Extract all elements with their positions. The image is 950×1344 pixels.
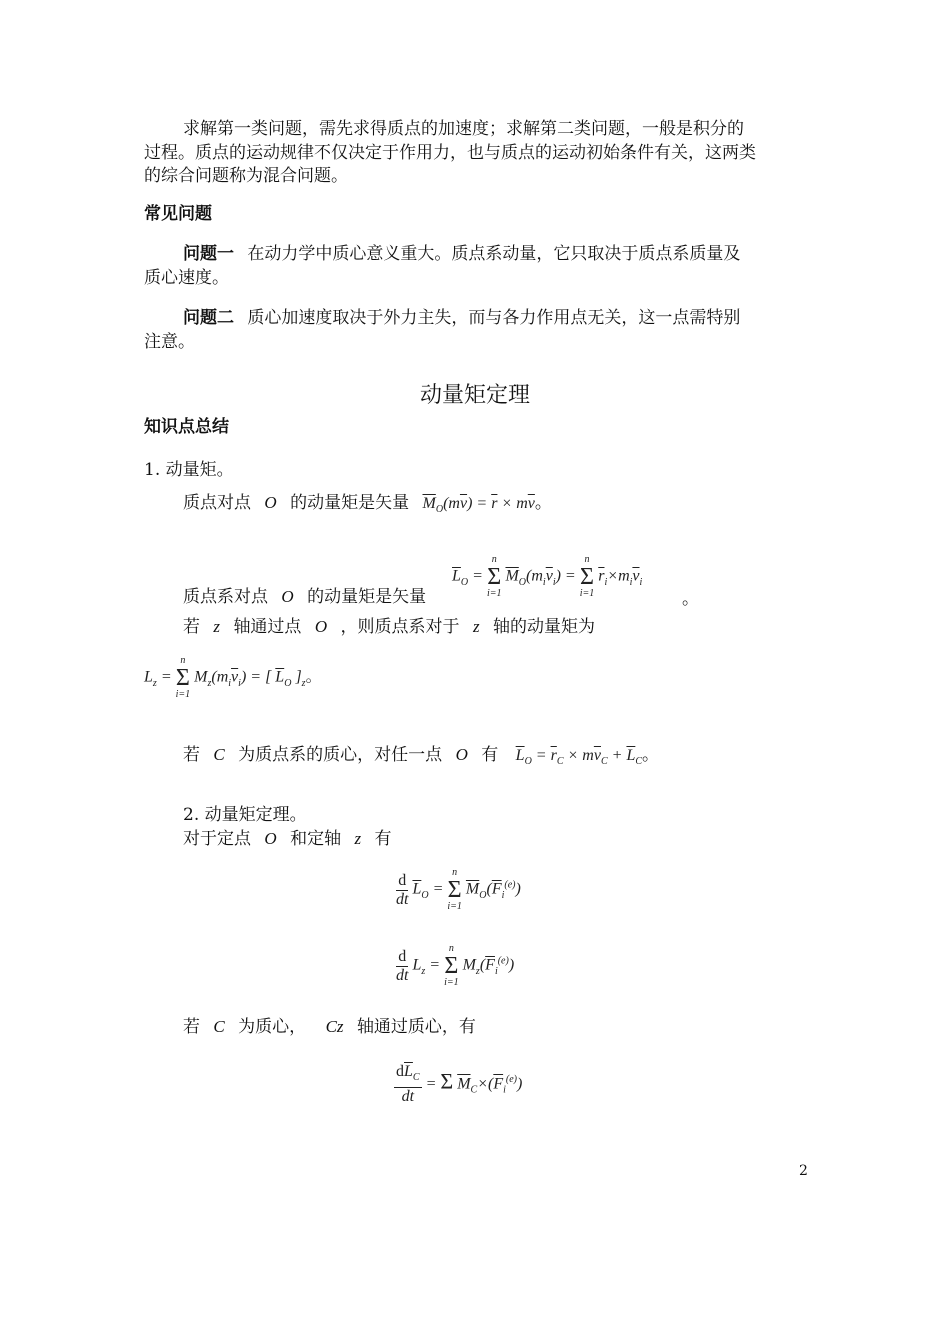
p3-z2: z [472, 617, 480, 636]
section-title: 动量矩定理 [419, 383, 530, 408]
p2-var: O [281, 587, 294, 606]
problem-2-text: 质心加速度取决于外力主失，而与各力作用点无关，这一点需特别 [247, 308, 741, 328]
summary-heading: 知识点总结 [144, 417, 229, 437]
intro-line-1: 求解第一类问题，需先求得质点的加速度；求解第二类问题，一般是积分的 [183, 119, 744, 139]
item-2-heading: 2. 动量矩定理。 [183, 805, 307, 825]
p2-post: 的动量矩是矢量 [307, 587, 427, 607]
p4-o: O [455, 745, 468, 764]
formula-system-angular-momentum: $\overline{L}_O$ = n Σ i=1 $\overline{M}_O(m_i\overline{v}_i)$ = n Σ i=1 $\overline{r}_i\times m_i\overline{v}_i$ [452, 554, 643, 599]
p5-a: 对于定点 [183, 829, 251, 849]
formula-particle-angular-momentum: $\overline{M}_O(m\overline{v}) = \overline{r} \times m\overline{v}$ [422, 495, 535, 516]
p3-a: 若 [183, 617, 200, 637]
p6-d: 轴通过质心，有 [356, 1017, 476, 1037]
formula-theorem-axis: $\frac{d}{dt}$ $L_z$ = n Σ i=1 $M_z(\overline{F}_i^{(e)})$ [396, 943, 515, 988]
problem-1-line-2: 质心速度。 [144, 268, 229, 288]
problem-1-line-1 [183, 242, 740, 266]
z-axis-line [183, 615, 595, 639]
p4-end: 。 [642, 745, 660, 765]
problem-2-line-1 [183, 306, 740, 330]
p6-c: C [213, 1017, 225, 1036]
p3-z1: z [213, 617, 221, 636]
intro-line-2: 过程。质点的运动规律不仅决定于作用力，也与质点的运动初始条件有关，这两类 [144, 143, 756, 163]
formula-theorem-com: $\frac{d\overline{L}_C}{dt}$ = Σ $\overline{M}_C\times(\overline{F}_i^{(e)})$ [396, 1063, 523, 1106]
p1-end: 。 [534, 493, 552, 513]
p3-b: 轴通过点 [233, 617, 302, 637]
p5-z: z [354, 829, 362, 848]
p5-o: O [264, 829, 277, 848]
p2-pre: 质点系对点 [183, 587, 268, 607]
p5-c: 有 [374, 829, 392, 849]
p1-var: O [264, 493, 277, 512]
p3-end: 。 [305, 668, 322, 686]
angular-momentum-system-line [183, 585, 426, 609]
intro-line-3: 的综合问题称为混合问题。 [144, 166, 348, 186]
fixed-point-line [183, 827, 392, 851]
angular-momentum-particle-line [183, 491, 552, 522]
problem-2-line-2: 注意。 [144, 332, 195, 352]
p6-cz: Cz [325, 1017, 344, 1036]
item-1-heading: 1. 动量矩。 [144, 460, 234, 480]
p4-c: C [213, 745, 225, 764]
p4-a: 若 [183, 745, 200, 765]
problem-1-label: 问题一 [183, 244, 234, 264]
p5-b: 和定轴 [290, 829, 342, 849]
formula-axis-angular-momentum: $L_z$ = n Σ i=1 $M_z(m_i\overline{v}_i)$ = [ $\overline{L}_O$ ]$_z$。 [144, 655, 322, 700]
problem-2-label: 问题二 [183, 308, 234, 328]
formula-theorem-point: $\frac{d}{dt}$ $\overline{L}_O$ = n Σ i=1 $\overline{M}_O(\overline{F}_i^{(e)})$ [396, 867, 521, 912]
page-number: 2 [799, 1163, 808, 1179]
p4-b: 为质点系的质心，对任一点 [238, 745, 443, 765]
p4-d: 有 [481, 745, 499, 765]
problem-1-text: 在动力学中质心意义重大。质点系动量，它只取决于质点系质量及 [247, 244, 741, 264]
p3-c: ，则质点系对于 [340, 617, 460, 637]
p2-end: 。 [682, 589, 699, 609]
p1-post: 的动量矩是矢量 [290, 493, 410, 513]
p3-d: 轴的动量矩为 [492, 617, 595, 637]
p3-o: O [314, 617, 328, 636]
common-problems-heading: 常见问题 [144, 204, 212, 224]
center-of-mass-line [183, 743, 659, 774]
center-of-mass-axis-line [183, 1015, 476, 1039]
p6-a: 若 [183, 1017, 200, 1037]
p6-b: 为质心， [238, 1017, 307, 1037]
formula-com-angular-momentum: $\overline{L}_O = \overline{r}_C \times m\overline{v}_C + \overline{L}_C$ [515, 747, 643, 768]
p1-pre: 质点对点 [183, 493, 251, 513]
